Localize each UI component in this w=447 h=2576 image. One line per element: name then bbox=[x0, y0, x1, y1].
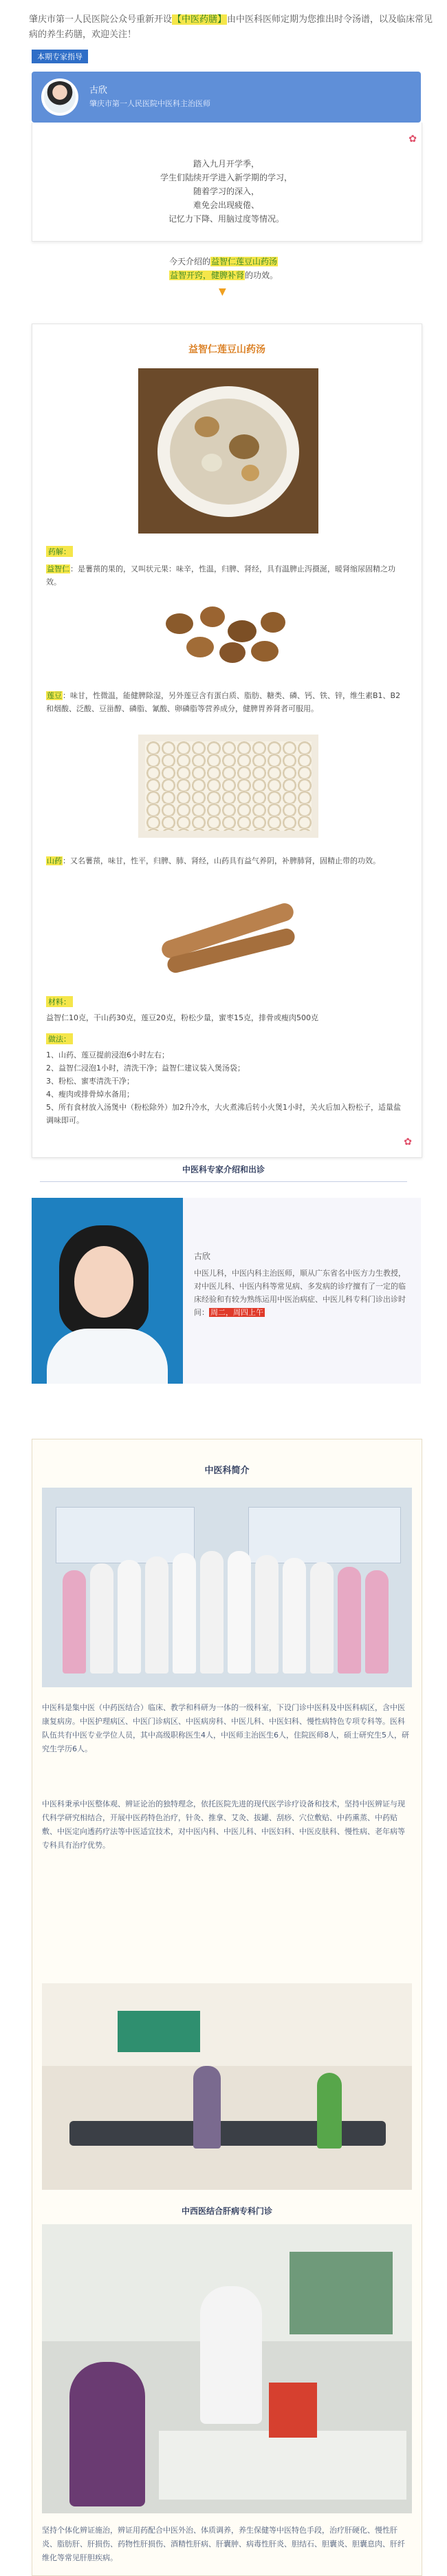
department-title: 中医科简介 bbox=[204, 1466, 250, 1476]
liver-clinic-paragraph: 坚持个体化辨证施治，辨证用药配合中医外治、体质调养，养生保健等中医特色手段，治疗肝硬化、慢性肝炎、脂肪肝、肝损伤、药物性肝损伤、酒精性肝病、肝囊肿、病毒性肝炎、胆结石、胆囊炎、胆囊息肉、肝纤维化等常见肝胆疾病。 bbox=[42, 2526, 405, 2562]
med-shanyao bbox=[46, 854, 408, 867]
waiting-area-photo bbox=[42, 1983, 412, 2190]
liandou-photo bbox=[138, 735, 318, 838]
doctor-bio bbox=[194, 1267, 410, 1319]
department-paragraph: 中医科是集中医（中药医结合）临床、教学和科研为一体的一级科室，下设门诊中医科及中医科病区，含中医康复病房。中医护理病区、中医门诊病区、中医病房科、中医儿科、中医妇科、慢性病特色专项专科等。医科队伍共有中医专业学位人员，其中高级职称医生4人，中医师主治医生6人，住院医师8人，硕士研究生5人，研究生学历6人。 bbox=[42, 1703, 409, 1753]
recipe-title: 益智仁莲豆山药汤 bbox=[188, 344, 265, 355]
method-step: 3、粉松、蜜枣清洗干净； bbox=[46, 1077, 134, 1086]
staff-group-photo bbox=[42, 1488, 412, 1687]
shanyao-photo bbox=[138, 887, 318, 984]
poem-line: 随着学习的深入， bbox=[193, 187, 259, 196]
med-name: 益智仁 bbox=[47, 564, 69, 573]
med-desc: ：味甘，性微温，能健脾除湿，另外莲豆含有蛋白质、脂肪、糖类、磷、钙、铁、锌，维生素B1、B2和烟酸、泛酸、豆甾醇、磷脂、氰酸、卵磷脂等营养成分，健脾胃养肾者可服用。 bbox=[46, 691, 401, 713]
recipe-card bbox=[32, 324, 422, 1158]
department-paragraph: 中医科秉承中医整体观、辨证论治的独特理念，依托医院先进的现代医学诊疗设备和技术，坚持中医辨证与现代科学研究相结合，开展中医药特色治疗，针灸、推拿、艾灸、拔罐、刮痧、穴位敷贴、中药熏蒸、中药贴敷、中医定向透药疗法等中医适宜技术，对中医内科、中医儿科、中医妇科、中医皮肤科、慢性病、老年病等专科具有治疗优势。 bbox=[42, 1799, 405, 1850]
materials-tag: 材料： bbox=[46, 996, 73, 1007]
lead-text bbox=[0, 255, 447, 282]
method-step: 4、瘦肉或排骨焯水备用； bbox=[46, 1090, 134, 1099]
doctor-schedule: 周二，周四上午 bbox=[210, 1308, 263, 1317]
poem-line: 学生们陆续开学进入新学期的学习， bbox=[160, 173, 292, 182]
doctor-card bbox=[32, 1198, 421, 1384]
med-name: 莲豆 bbox=[47, 691, 62, 700]
poem-lines bbox=[32, 157, 421, 226]
divider bbox=[40, 1181, 407, 1182]
method-step: 1、山药、莲豆提前浸泡6小时左右； bbox=[46, 1051, 169, 1059]
soup-photo bbox=[138, 368, 318, 534]
materials-text: 益智仁10克，干山药30克，莲豆20克，粉松少量，蜜枣15克，排骨或瘦肉500克 bbox=[46, 1013, 318, 1022]
poem-line: 难免会出现疲倦、 bbox=[193, 200, 259, 210]
doctor-name: 古欣 bbox=[194, 1252, 211, 1261]
chevron-down-icon: ▼ bbox=[219, 286, 226, 297]
intro-text-after: 由中医科医师定期为您推出时令汤谱，以及临床常见病的养生药膳，欢迎关注！ bbox=[29, 14, 433, 40]
lead-effect: 益智开窍，健脾补肾 bbox=[169, 271, 244, 280]
consultation-photo bbox=[42, 2224, 412, 2513]
med-liandou bbox=[46, 689, 408, 715]
med-yizhiren bbox=[46, 562, 408, 589]
expert-title: 肇庆市第一人民医院中医科主治医师 bbox=[89, 99, 210, 108]
med-tag: 药解： bbox=[46, 546, 73, 557]
expert-name: 古欣 bbox=[89, 85, 108, 96]
intro-paragraph bbox=[29, 12, 435, 43]
lead-before: 今天介绍的 bbox=[168, 257, 210, 266]
med-desc: ：又名薯蓣，味甘，性平，归脾、肺、肾经，山药具有益气养阴，补脾肺肾，固精止带的功效。 bbox=[63, 856, 380, 865]
department-card bbox=[32, 1439, 422, 2576]
liver-clinic-title: 中西医结合肝病专科门诊 bbox=[181, 2206, 272, 2216]
pin-icon: ✿ bbox=[404, 1137, 412, 1148]
method-step: 5、所有食材放入汤煲中（粉松除外）加2升冷水，大火煮沸后转小火煲1小时，关火后加入粉松子，适量盐调味即可。 bbox=[46, 1103, 401, 1125]
intro-highlight: 【中医药膳】 bbox=[173, 14, 227, 25]
lead-after: 的功效。 bbox=[245, 271, 279, 280]
method-steps bbox=[46, 1048, 408, 1127]
doctor-photo bbox=[32, 1198, 183, 1384]
avatar bbox=[41, 78, 78, 116]
yizhiren-photo bbox=[138, 593, 318, 675]
med-name: 山药 bbox=[47, 856, 62, 865]
pin-icon: ✿ bbox=[408, 134, 417, 145]
doctor-section-title: 中医科专家介绍和出诊 bbox=[182, 1165, 265, 1174]
method-tag: 做法： bbox=[46, 1033, 73, 1044]
intro-text-before: 肇庆市第一人民医院公众号重新开设 bbox=[29, 14, 173, 25]
doctor-bio-text: 中医儿科，中医内科主治医师，顺从广东省名中医方力生教授，对中医儿科、中医内科等常见病、多发病的诊疗擅有了一定的临床经验和有较为熟练运用中医治病症、中医儿科专科门诊出诊时间： bbox=[194, 1269, 406, 1317]
poem-card bbox=[32, 123, 421, 245]
med-desc: ：是薯蓣的果的，又叫状元果：味辛，性温，归脾、肾经，具有温脾止泻摄涎，暖肾缩尿固精之功效。 bbox=[46, 564, 395, 587]
expert-banner bbox=[32, 72, 421, 123]
method-step: 2、益智仁浸泡1小时，清洗干净；益智仁建议装入煲汤袋； bbox=[46, 1064, 245, 1073]
poem-line: 记忆力下降、用脑过度等情况。 bbox=[168, 214, 284, 224]
lead-highlight: 益智仁莲豆山药汤 bbox=[211, 257, 278, 266]
poem-line: 踏入九月开学季， bbox=[193, 159, 259, 169]
section-tag: 本期专家指导 bbox=[32, 50, 88, 63]
